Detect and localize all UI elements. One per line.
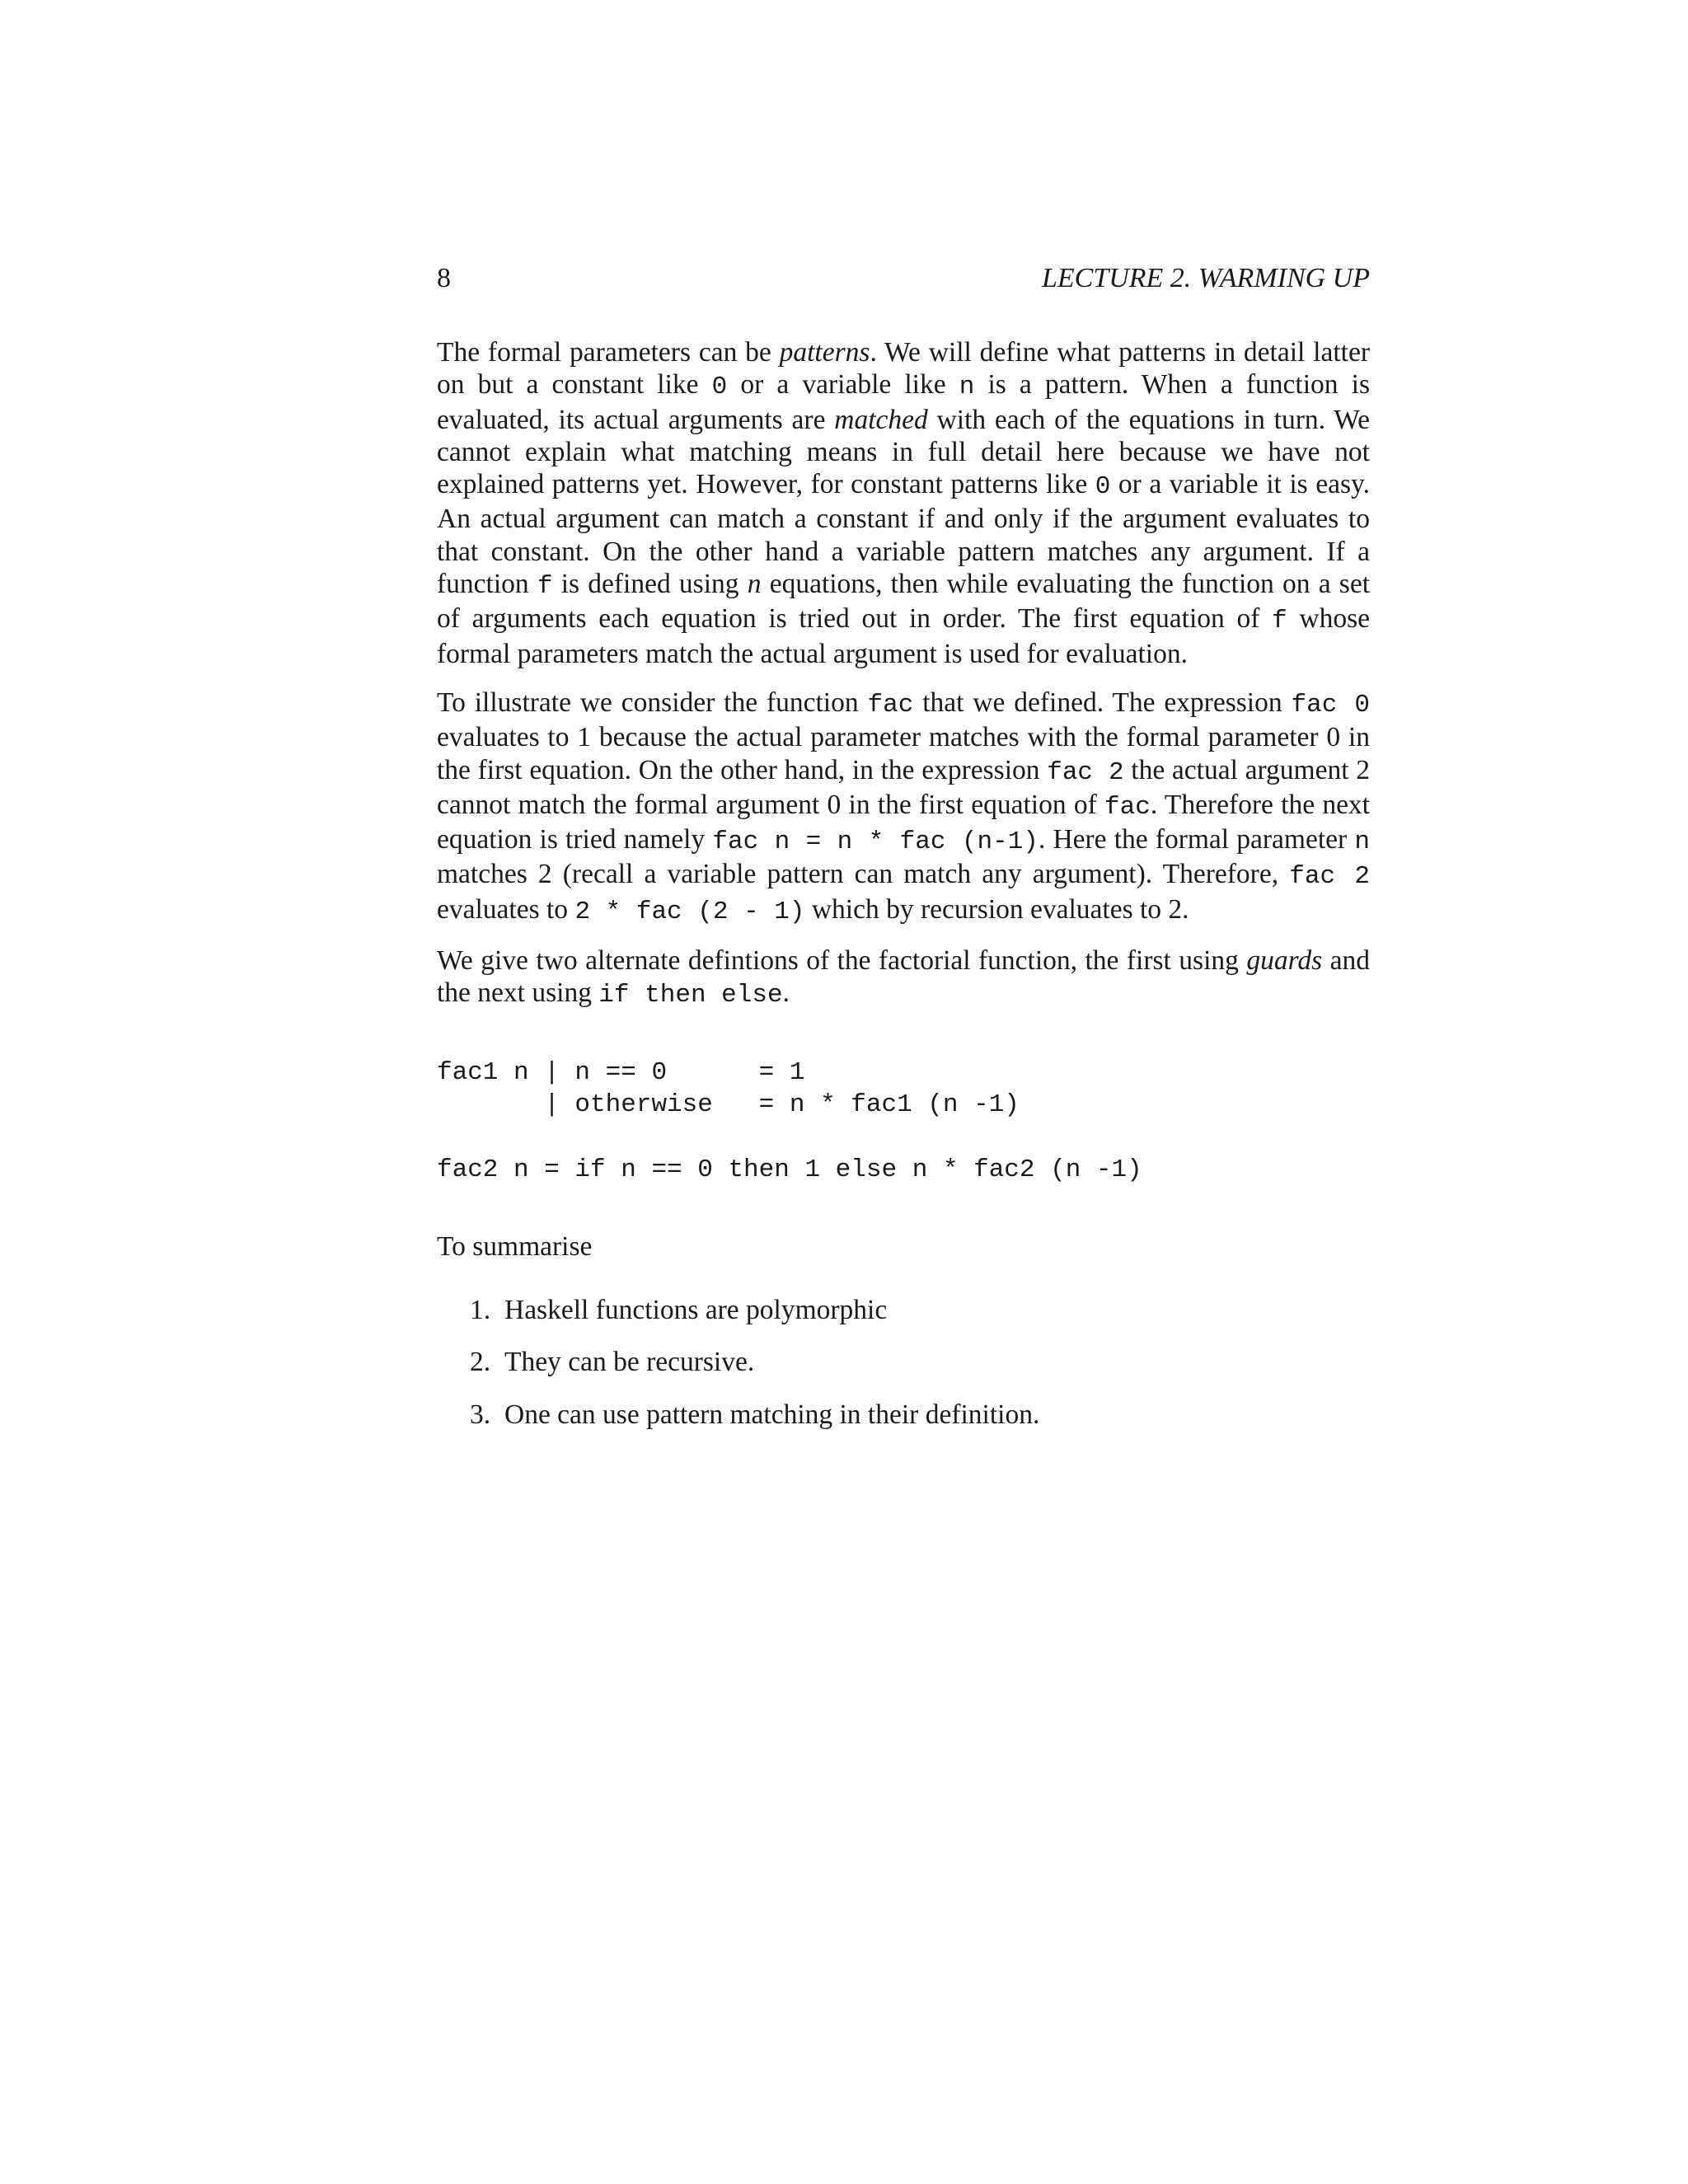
text-run: evaluates to 1 because the actual parameter matches with the formal parameter 0 in the first equation. On the other hand, in the expression (437, 722, 1370, 785)
summary-item-number: 1. (470, 1295, 491, 1326)
summary-item-number: 3. (470, 1399, 491, 1430)
code-line-fac1-guard2: | otherwise = n * fac1 (n -1) (437, 1090, 1020, 1119)
text-run: equations, then while evaluating the function on a set of arguments each equation is tried out in order. The first equation of (437, 569, 1370, 635)
paragraph-alternate-definitions (437, 944, 1370, 1012)
summary-item-text: One can use pattern matching in their definition. (504, 1399, 1040, 1430)
inline-code: f (537, 572, 553, 602)
text-run: which by recursion evaluates to 2. (804, 893, 1189, 925)
text-run: To illustrate we consider the function (437, 687, 868, 718)
inline-code: n (1354, 827, 1370, 857)
page-number: 8 (437, 263, 451, 293)
inline-code: 2 * fac (2 - 1) (574, 897, 805, 926)
summary-item (470, 1346, 1370, 1378)
summary-item-text: They can be recursive. (504, 1347, 755, 1378)
inline-code: fac (1104, 792, 1151, 822)
page-header (437, 260, 1370, 297)
text-run: and the next using (437, 945, 1370, 1009)
inline-code: f (1272, 607, 1287, 636)
text-run: or a variable it is easy. An actual argument can match a constant if and only if the argument evaluates to that constant. On the other hand a variable pattern matches any argument. If a function (437, 469, 1370, 600)
inline-code: 0 (1095, 472, 1111, 502)
running-head: LECTURE 2. WARMING UP (1041, 263, 1370, 293)
summary-item (470, 1294, 1370, 1326)
summary-intro: To summarise (437, 1230, 593, 1262)
inline-code: fac 0 (1291, 690, 1371, 719)
text-run: matches 2 (recall a variable pattern can match any argument). Therefore, (437, 859, 1290, 890)
inline-code: n (959, 373, 975, 402)
text-run: evaluates to (437, 893, 575, 925)
text-run: . (782, 977, 790, 1009)
text-run: that we defined. The expression (913, 687, 1292, 718)
text-run: . We will define what patterns in detail latter on but a constant like (437, 337, 1370, 401)
summary-item-text: Haskell functions are polymorphic (504, 1295, 888, 1326)
emphasis-text: guards (1246, 945, 1323, 977)
summary-item (470, 1399, 1370, 1431)
code-block (437, 1057, 1370, 1186)
summary-item-number: 2. (470, 1347, 491, 1378)
code-line-fac1-guard1: fac1 n | n == 0 = 1 (437, 1057, 805, 1087)
paragraph-illustration (437, 687, 1370, 928)
inline-code: fac 2 (1289, 862, 1371, 892)
inline-code: if then else (598, 981, 783, 1010)
text-run: is defined using (552, 569, 748, 600)
inline-code: fac n = n * fac (n-1) (712, 827, 1039, 857)
inline-code: 0 (711, 373, 728, 402)
emphasis-text: n (747, 569, 762, 600)
text-run: We give two alternate defintions of the factorial function, the first using (437, 945, 1247, 977)
summary-list (437, 1294, 1370, 1431)
text-run: whose formal parameters match the actual argument is used for evaluation. (437, 603, 1370, 669)
text-run: or a variable like (727, 369, 959, 401)
text-run: is a pattern. When a function is evaluated, its actual arguments are (437, 369, 1370, 435)
code-blank-line (437, 1121, 1370, 1153)
code-line-fac2: fac2 n = if n == 0 then 1 else n * fac2 (n -1) (437, 1155, 1142, 1184)
inline-code: fac 2 (1047, 757, 1124, 787)
emphasis-text: matched (834, 404, 928, 435)
inline-code: fac (867, 690, 914, 719)
text-run: the actual argument 2 cannot match the formal argument 0 in the first equation of (437, 754, 1370, 820)
emphasis-text: patterns (779, 337, 870, 368)
paragraph-patterns (437, 336, 1370, 670)
text-run: The formal parameters can be (437, 337, 780, 368)
text-run: . Therefore the next equation is tried namely (437, 789, 1370, 855)
text-run: with each of the equations in turn. We cannot explain what matching means in full detail here because we have not explained patterns yet. However, for constant patterns like (437, 404, 1371, 500)
body-text (437, 336, 1370, 1451)
text-run: . Here the formal parameter (1038, 824, 1355, 855)
